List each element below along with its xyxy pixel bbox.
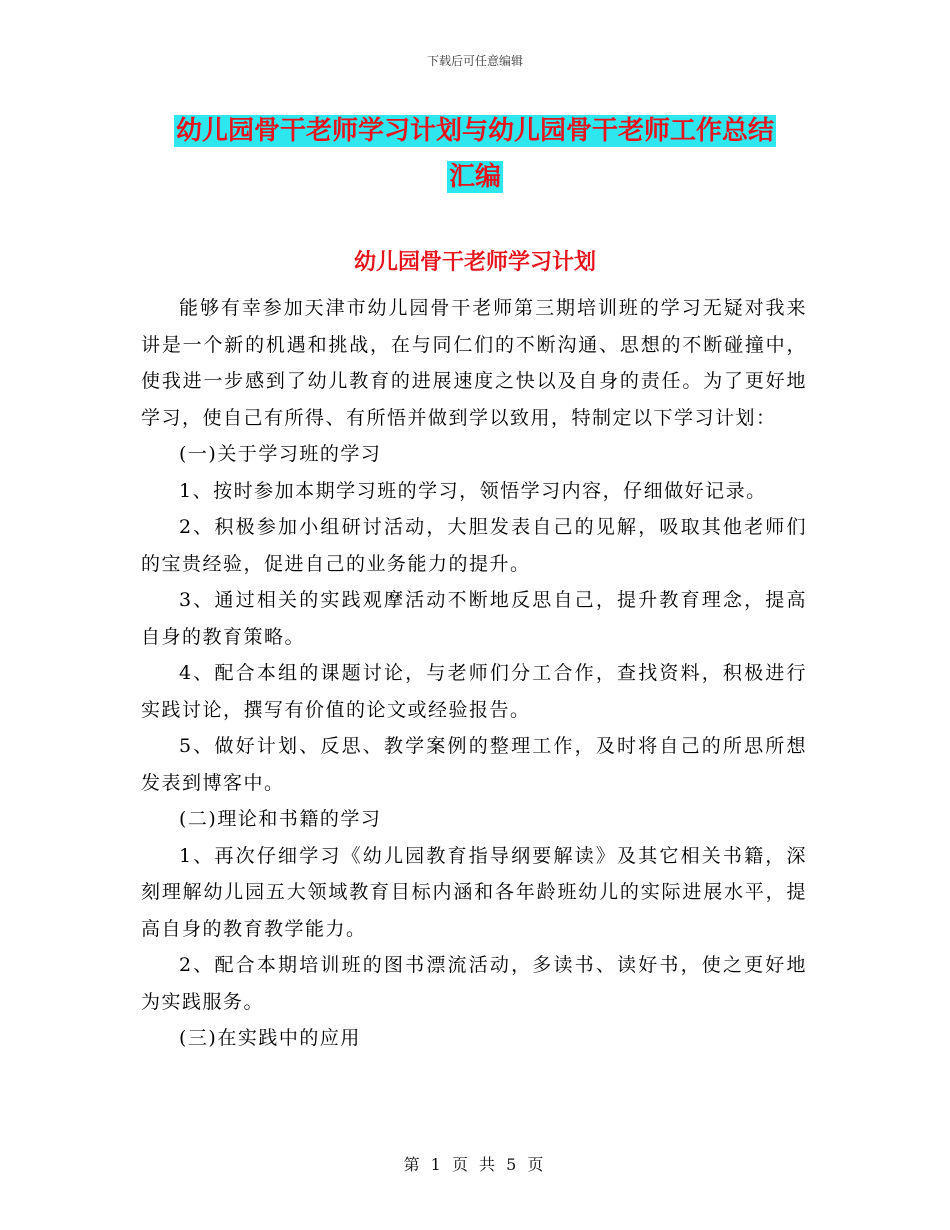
section-title: 幼儿园骨干老师学习计划 [353,250,596,275]
paragraph-intro: 能够有幸参加天津市幼儿园骨干老师第三期培训班的学习无疑对我来讲是一个新的机遇和挑战，在与同仁们的不断沟通、思想的不断碰撞中，使我进一步感到了幼儿教育的进展速度之快以及自身的责任。为了更好地学习，使自己有所得、有所悟并做到学以致用，特制定以下学习计划： [141,297,807,429]
paragraph-item: 5、做好计划、反思、教学案例的整理工作，及时将自己的所思所想发表到博客中。 [141,735,807,794]
page-footer: 第 1 页 共 5 页 [403,1155,547,1174]
subheading-practice: (三)在实践中的应用 [179,1027,361,1049]
document-title-line-2: 汇编 [448,162,501,192]
paragraph-item: 1、再次仔细学习《幼儿园教育指导纲要解读》及其它相关书籍，深刻理解幼儿园五大领域教育目标内涵和各年龄班幼儿的实际进展水平，提高自身的教育教学能力。 [141,844,807,940]
document-body [141,290,807,1057]
paragraph-item: 4、配合本组的课题讨论，与老师们分工合作，查找资料，积极进行实践讨论，撰写有价值的论文或经验报告。 [141,662,807,721]
page-header: 下载后可任意编辑 [426,54,523,68]
paragraph-item: 3、通过相关的实践观摩活动不断地反思自己，提升教育理念，提高自身的教育策略。 [141,589,807,648]
paragraph-item: 2、配合本期培训班的图书漂流活动，多读书、读好书，使之更好地为实践服务。 [141,954,807,1013]
paragraph-item: 1、按时参加本期学习班的学习，领悟学习内容，仔细做好记录。 [179,479,767,502]
subheading-study-class: (一)关于学习班的学习 [179,443,382,465]
document-title [0,110,950,198]
document-title-line-1: 幼儿园骨干老师学习计划与幼儿园骨干老师工作总结 [175,116,774,146]
subheading-theory-books: (二)理论和书籍的学习 [179,808,382,830]
paragraph-item: 2、积极参加小组研讨活动，大胆发表自己的见解，吸取其他老师们的宝贵经验，促进自己的业务能力的提升。 [141,516,807,575]
